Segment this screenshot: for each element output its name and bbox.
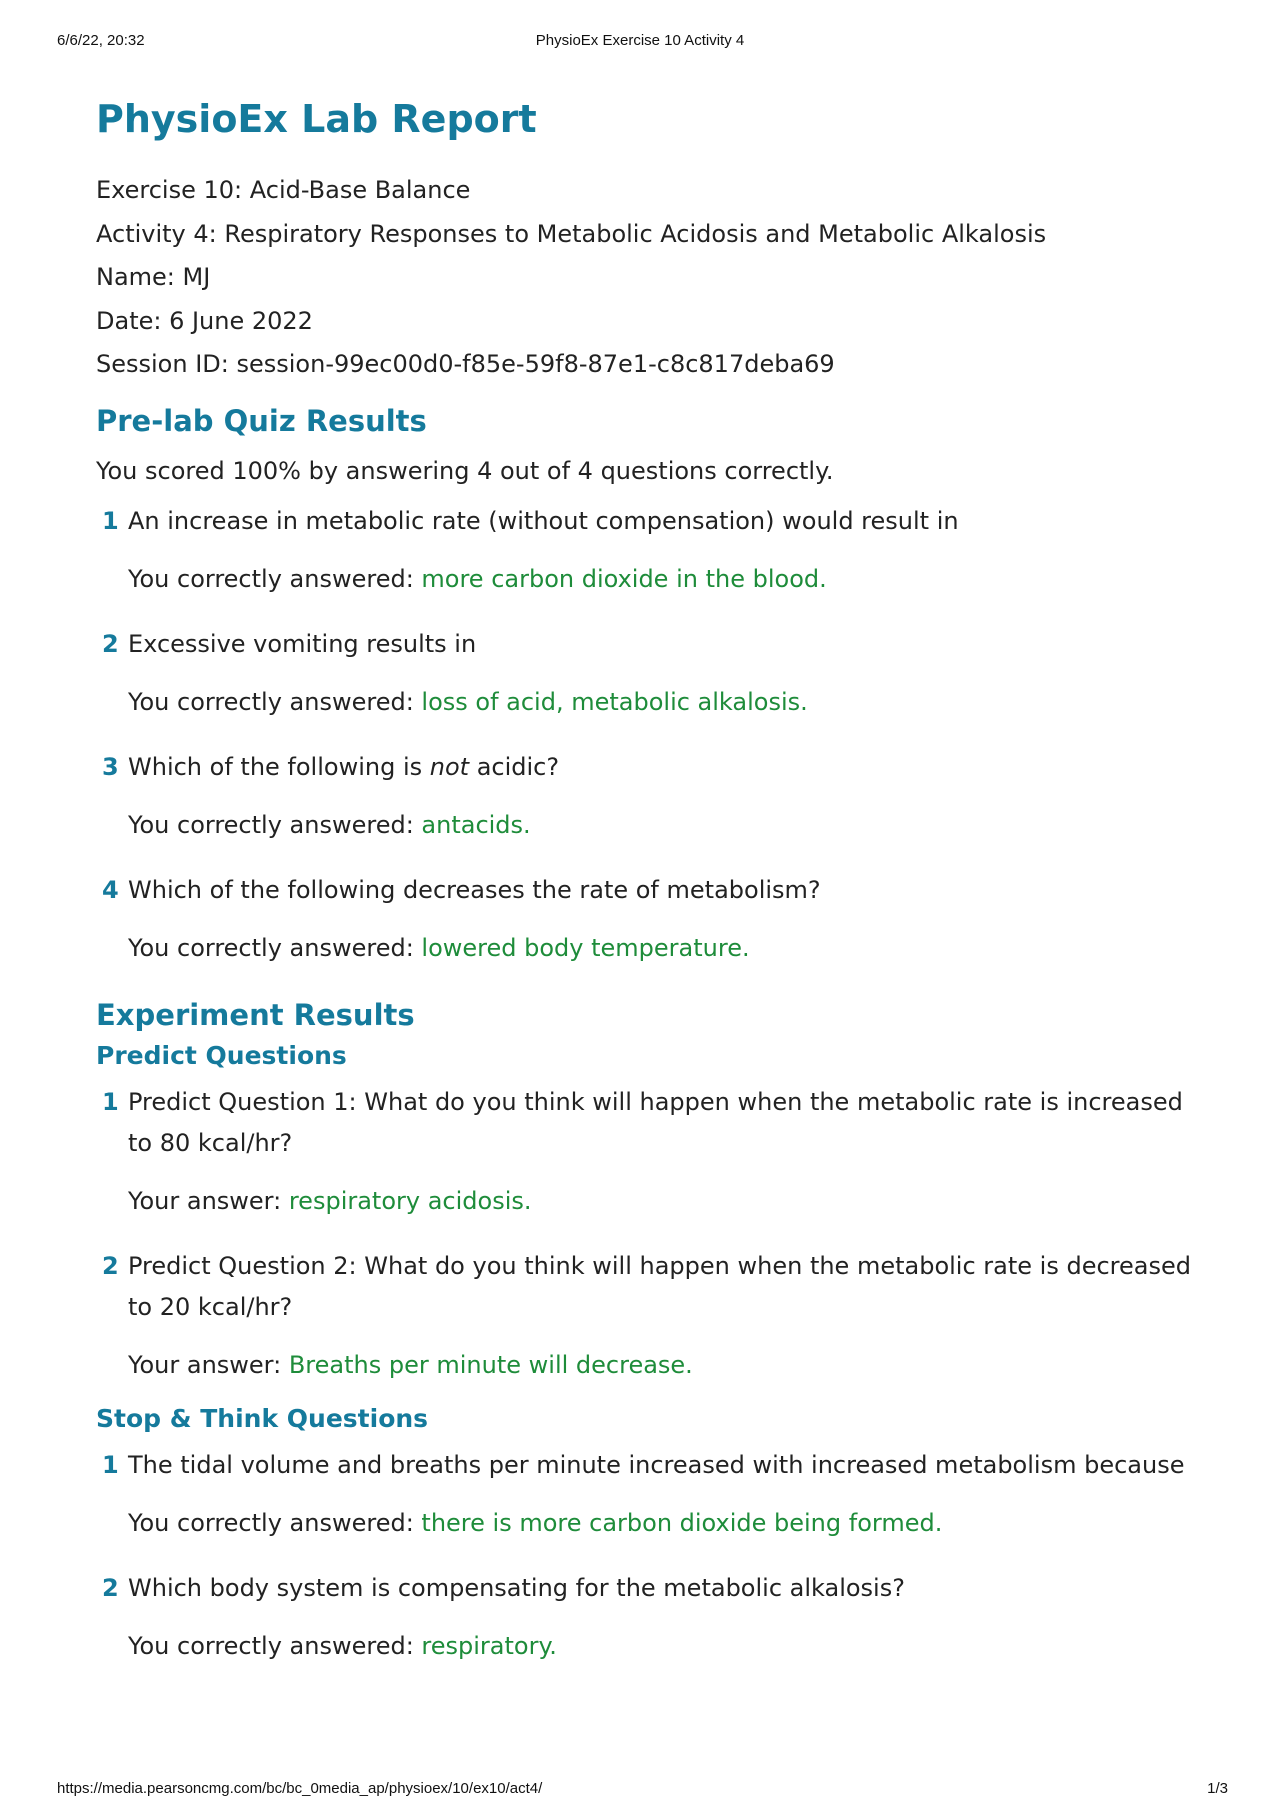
question-text: An increase in metabolic rate (without compensation) would result in [128, 507, 959, 535]
question-number: 1 [102, 1088, 119, 1116]
prelab-question [96, 870, 1206, 969]
report-title: PhysioEx Lab Report [96, 97, 537, 141]
question-answer [128, 805, 1206, 846]
question-text: Excessive vomiting results in [128, 630, 477, 658]
report-date: Date: 6 June 2022 [96, 306, 313, 335]
page-number: 1/3 [1207, 1780, 1228, 1797]
question-text: Which of the following is not acidic? [128, 753, 560, 781]
predict-question [96, 1082, 1206, 1222]
stop-think-question-list [96, 1445, 1206, 1667]
stop-think-question [96, 1568, 1206, 1667]
question-answer [128, 559, 1206, 600]
prelab-score: You scored 100% by answering 4 out of 4 questions correctly. [96, 457, 834, 485]
exercise-label: Exercise 10: Acid-Base Balance [96, 176, 471, 204]
question-answer [128, 1345, 1206, 1386]
correct-answer: loss of acid, metabolic alkalosis. [421, 688, 808, 716]
question-number: 1 [102, 507, 119, 535]
question-number: 3 [102, 753, 119, 781]
session-id: Session ID: session-99ec00d0-f85e-59f8-87e1-c8c817deba69 [96, 350, 835, 378]
question-number: 2 [102, 1252, 119, 1280]
activity-label: Activity 4: Respiratory Responses to Metabolic Acidosis and Metabolic Alkalosis [96, 219, 1047, 248]
page-url: https://media.pearsoncmg.com/bc/bc_0media_ap/physioex/10/ex10/act4/ [57, 1780, 543, 1797]
prelab-title: Pre-lab Quiz Results [96, 404, 427, 438]
lab-report [96, 92, 1206, 1667]
print-header [0, 32, 1280, 52]
prelab-question-list [96, 501, 1206, 969]
question-number: 2 [102, 1574, 119, 1602]
prelab-question [96, 624, 1206, 723]
print-page-title: PhysioEx Exercise 10 Activity 4 [535, 32, 745, 49]
question-text: The tidal volume and breaths per minute increased with increased metabolism because [128, 1451, 1185, 1479]
answer-prefix: You correctly answered: [128, 934, 422, 962]
stop-think-title: Stop & Think Questions [96, 1404, 429, 1433]
user-answer: respiratory acidosis. [288, 1187, 532, 1215]
emphasis-not: not [429, 753, 470, 781]
print-datetime: 6/6/22, 20:32 [57, 32, 145, 49]
correct-answer: antacids. [421, 811, 531, 839]
answer-prefix: You correctly answered: [128, 1509, 422, 1537]
print-footer [0, 1780, 1280, 1800]
student-name: Name: MJ [96, 263, 211, 291]
question-number: 2 [102, 630, 119, 658]
question-number: 4 [102, 876, 119, 904]
answer-prefix: You correctly answered: [128, 1632, 422, 1660]
question-answer [128, 682, 1206, 723]
correct-answer: respiratory. [421, 1632, 557, 1660]
stop-think-question [96, 1445, 1206, 1544]
prelab-question [96, 747, 1206, 846]
question-answer [128, 1626, 1206, 1667]
question-answer [128, 1503, 1206, 1544]
predict-title: Predict Questions [96, 1041, 347, 1070]
predict-question [96, 1246, 1206, 1386]
question-text: Which body system is compensating for the metabolic alkalosis? [128, 1574, 905, 1602]
question-text: Predict Question 2: What do you think will happen when the metabolic rate is decreased to 20 kcal/hr? [128, 1252, 1191, 1321]
correct-answer: more carbon dioxide in the blood. [421, 565, 827, 593]
question-text: Which of the following decreases the rate of metabolism? [128, 876, 821, 904]
question-answer [128, 1181, 1206, 1222]
answer-prefix: You correctly answered: [128, 565, 422, 593]
report-meta [96, 176, 1206, 379]
answer-prefix: You correctly answered: [128, 811, 422, 839]
correct-answer: lowered body temperature. [421, 934, 750, 962]
predict-question-list [96, 1082, 1206, 1386]
user-answer: Breaths per minute will decrease. [288, 1351, 693, 1379]
experiment-title: Experiment Results [96, 998, 415, 1032]
answer-prefix: Your answer: [128, 1187, 289, 1215]
answer-prefix: You correctly answered: [128, 688, 422, 716]
answer-prefix: Your answer: [128, 1351, 289, 1379]
question-text: Predict Question 1: What do you think will happen when the metabolic rate is increased to 80 kcal/hr? [128, 1088, 1183, 1157]
correct-answer: there is more carbon dioxide being formed. [421, 1509, 943, 1537]
question-answer [128, 928, 1206, 969]
prelab-question [96, 501, 1206, 600]
question-number: 1 [102, 1451, 119, 1479]
